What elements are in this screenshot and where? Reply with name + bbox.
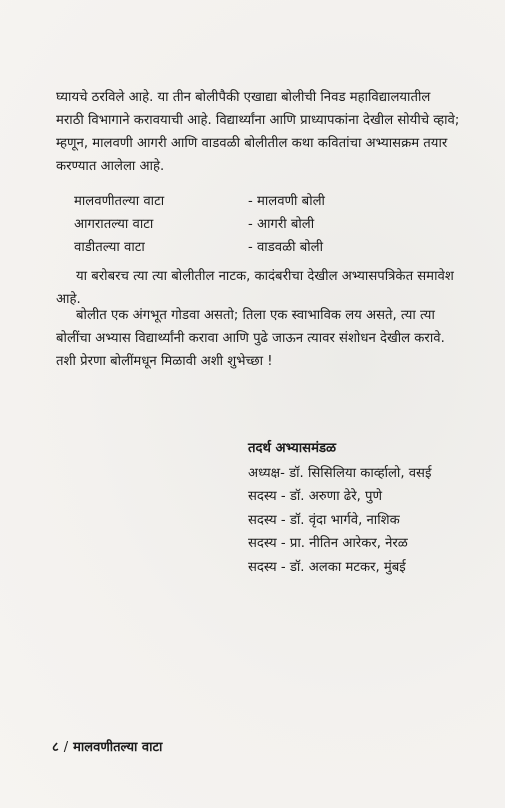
intro-text: घ्यायचे ठरविले आहे. या तीन बोलीपैकी एखाद्या बोलीची निवड महाविद्यालयातील मराठी विभागाने करावयाची आहे. विद्यार्थ्यांना आणि प्राध्यापकांना देखील सोयीचे व्हावे; म्हणून, मालवणी आगरी आणि वाडवळी बोलीतील कथा कवितांचा अभ्यासक्रम तयार करण्यात आलेला आहे.: [56, 90, 460, 174]
board-member: सदस्य - डॉ. अरुणा ढेरे, पुणे: [248, 489, 383, 504]
page-number: ८: [52, 740, 59, 755]
board-heading: तदर्थ अभ्यासमंडळ: [248, 441, 337, 456]
dialect-book-row: [74, 213, 394, 236]
dialect-name: - मालवणी बोली: [248, 194, 325, 209]
wishes-paragraph: [56, 304, 460, 373]
board-member: सदस्य - डॉ. वृंदा भार्गवे, नाशिक: [248, 512, 400, 528]
book-title: वाडीतल्या वाटा: [74, 240, 145, 255]
book-title: आगरातल्या वाटा: [74, 217, 154, 232]
page-footer: [52, 737, 162, 755]
board-member: अध्यक्ष- डॉ. सिसिलिया कार्व्हालो, वसई: [248, 465, 432, 481]
footer-separator: /: [63, 740, 69, 755]
curriculum-text: या बरोबरच त्या त्या बोलीतील नाटक, कादंबरीचा देखील अभ्यासपत्रिकेत समावेश आहे.: [56, 269, 454, 307]
intro-paragraph: [56, 86, 460, 178]
board-member: सदस्य - डॉ. अलका मटकर, मुंबई: [248, 559, 406, 575]
ad-hoc-board: [248, 437, 431, 579]
wishes-text: बोलीत एक अंगभूत गोडवा असतो; तिला एक स्वाभाविक लय असते, त्या त्या बोलींचा अभ्यास विद्यार्थ्यांनी करावा आणि पुढे जाऊन त्यावर संशोधन देखील करावे. तशी प्रेरणा बोलींमधून मिळावी अशी शुभेच्छा !: [56, 308, 445, 369]
dialect-book-list: [74, 190, 394, 259]
book-title: मालवणीतल्या वाटा: [74, 194, 165, 209]
dialect-name: - वाडवळी बोली: [248, 240, 324, 255]
board-member: सदस्य - प्रा. नीतिन आरेकर, नेरळ: [248, 536, 408, 551]
dialect-name: - आगरी बोली: [248, 217, 315, 232]
dialect-book-row: [74, 236, 394, 259]
running-title: मालवणीतल्या वाटा: [73, 740, 163, 755]
dialect-book-row: [74, 190, 394, 213]
